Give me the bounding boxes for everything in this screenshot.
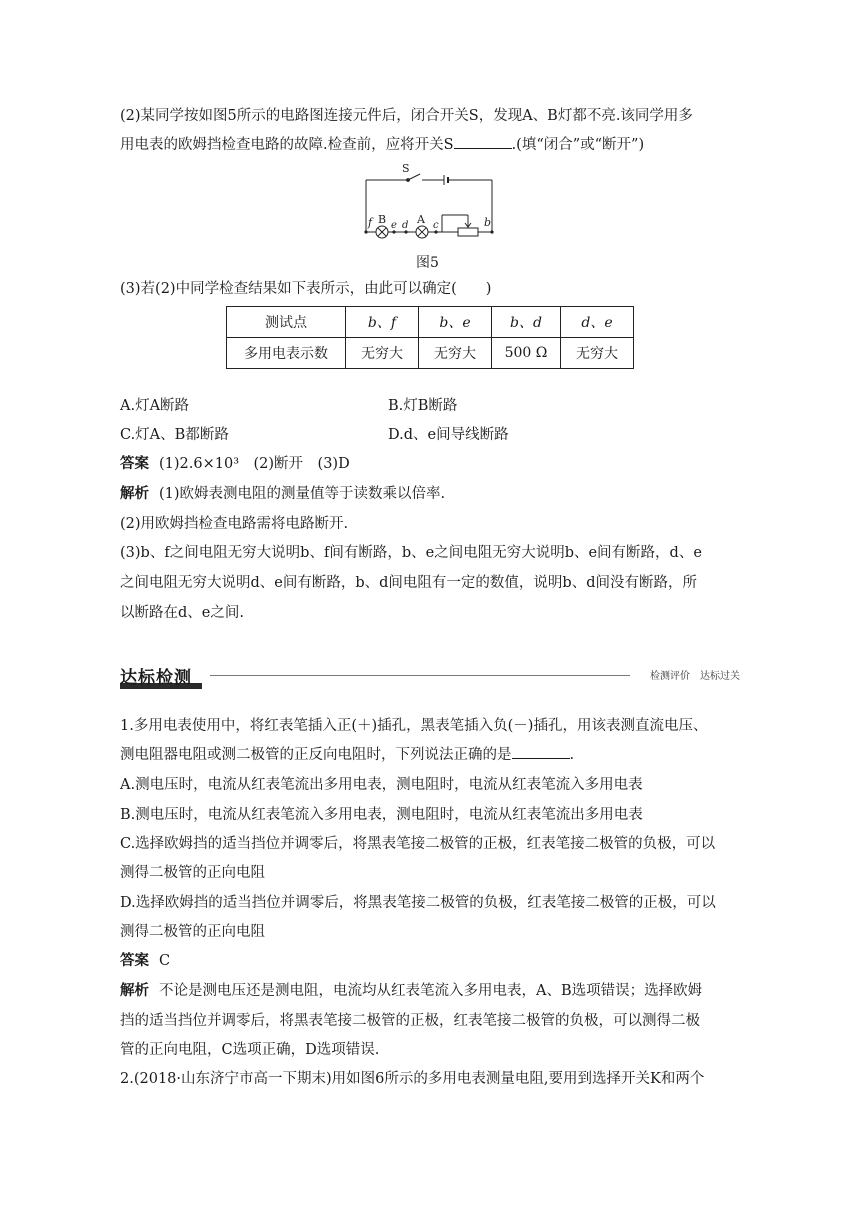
p1-option-d-line-1: D.选择欧姆挡的适当挡位并调零后，将黑表笔接二极管的负极，红表笔接二极管的正极，可以: [120, 895, 716, 911]
answer-label: 答案: [120, 953, 149, 969]
rheostat: [458, 228, 478, 236]
section-rule: [210, 675, 630, 676]
analysis2-line-2: 挡的适当挡位并调零后，将黑表笔接二极管的正极，红表笔接二极管的负极，可以测得二极: [120, 1013, 700, 1029]
answer-text: C: [159, 953, 171, 969]
p1-option-c-line-2: 测得二极管的正向电阻: [120, 865, 265, 881]
analysis-text: (1)欧姆表测电阻的测量值等于读数乘以倍率.: [159, 486, 446, 502]
label-b-lamp: B: [378, 213, 387, 226]
p1-option-a: A.测电压时，电流从红表笔流出多用电表，测电阻时，电流从红表笔流入多用电表: [120, 777, 643, 793]
section-subtitle: 检测评价 达标过关: [650, 671, 740, 682]
table-cell: 无穷大: [346, 338, 419, 369]
analysis-line-5: 以断路在d、e之间.: [120, 605, 244, 621]
answer-label: 答案: [120, 456, 149, 472]
table-cell: b、e: [419, 307, 492, 338]
p1-line-2: [120, 745, 740, 765]
analysis2-line-1: [120, 981, 740, 1001]
table-cell: 测试点: [227, 307, 346, 338]
q2-line-2-text: 用电表的欧姆挡检查电路的故障.检查前，应将开关S: [120, 137, 454, 153]
table-cell: 无穷大: [561, 338, 634, 369]
switch-pivot: [407, 179, 410, 182]
option-c: C.灯A、B都断路: [120, 427, 229, 443]
p1-line-2-end: .: [569, 747, 575, 763]
label-e: e: [391, 220, 397, 231]
p2-line-1: 2.(2018·山东济宁市高一下期末)用如图6所示的多用电表测量电阻,要用到选择开关K和两个: [120, 1071, 705, 1087]
analysis-label: 解析: [120, 983, 149, 999]
table-row: [227, 307, 634, 338]
analysis-line-4: 之间电阻无穷大说明d、e间有断路，b、d间电阻有一定的数值，说明b、d间没有断路，所: [120, 575, 697, 591]
analysis-line-3: (3)b、f之间电阻无穷大说明b、f间有断路，b、e之间电阻无穷大说明b、e间有断路，d、e: [120, 545, 702, 561]
p1-line-2-text: 测电阻器电阻或测二极管的正反向电阻时，下列说法正确的是: [120, 747, 512, 763]
circuit-diagram: [360, 160, 500, 245]
table-cell: b、f: [346, 307, 419, 338]
answer-text: (1)2.6×10³ (2)断开 (3)D: [159, 456, 350, 472]
p1-option-d-line-2: 测得二极管的正向电阻: [120, 924, 265, 940]
table-cell: b、d: [492, 307, 561, 338]
p1-line-1: 1.多用电表使用中，将红表笔插入正(＋)插孔，黑表笔插入负(－)插孔，用该表测直流电压、: [120, 718, 708, 734]
label-f: f: [368, 216, 373, 229]
section-heading: [120, 661, 740, 691]
figure-caption: 图5: [416, 255, 439, 271]
q2-line-1: (2)某同学按如图5所示的电路图连接元件后，闭合开关S，发现A、B灯都不亮.该同学用多: [120, 108, 693, 124]
analysis2-line-3: 管的正向电阻，C选项正确，D选项错误.: [120, 1042, 380, 1058]
q2-line-2: [120, 135, 740, 155]
label-b: b: [484, 216, 492, 229]
label-d: d: [402, 220, 409, 231]
section-title: 达标检测: [120, 668, 192, 688]
p1-option-b: B.测电压时，电流从红表笔流入多用电表，测电阻时，电流从红表笔流出多用电表: [120, 807, 643, 823]
answer-blank: [454, 136, 512, 149]
analysis-text: 不论是测电压还是测电阻，电流均从红表笔流入多用电表，A、B选项错误；选择欧姆: [159, 983, 703, 999]
table-cell: 500 Ω: [492, 338, 561, 369]
answer-line-2: [120, 951, 740, 971]
node-b: [490, 230, 493, 233]
p1-option-c-line-1: C.选择欧姆挡的适当挡位并调零后，将黑表笔接二极管的正极，红表笔接二极管的负极，可以: [120, 836, 716, 852]
table-cell: 无穷大: [419, 338, 492, 369]
table-cell: d、e: [561, 307, 634, 338]
analysis-label: 解析: [120, 486, 149, 502]
answer-blank: [512, 746, 570, 759]
label-a-lamp: A: [417, 213, 425, 226]
option-b: B.灯B断路: [388, 398, 458, 414]
switch-label: S: [402, 162, 410, 175]
analysis-line-2: (2)用欧姆挡检查电路需将电路断开.: [120, 516, 349, 532]
option-d: D.d、e间导线断路: [388, 427, 509, 443]
analysis-line-1: [120, 484, 740, 504]
option-a: A.灯A断路: [120, 398, 190, 414]
table-row: [227, 338, 634, 369]
label-c: c: [433, 220, 439, 231]
switch-lever: [408, 174, 420, 180]
q3-stem: (3)若(2)中同学检查结果如下表所示，由此可以确定( ): [120, 281, 492, 297]
node-f: [364, 230, 367, 233]
q2-line-2-hint: .(填“闭合”或“断开”): [511, 137, 645, 153]
table-cell: 多用电表示数: [227, 338, 346, 369]
result-table: [226, 306, 634, 369]
answer-line-1: [120, 454, 740, 474]
